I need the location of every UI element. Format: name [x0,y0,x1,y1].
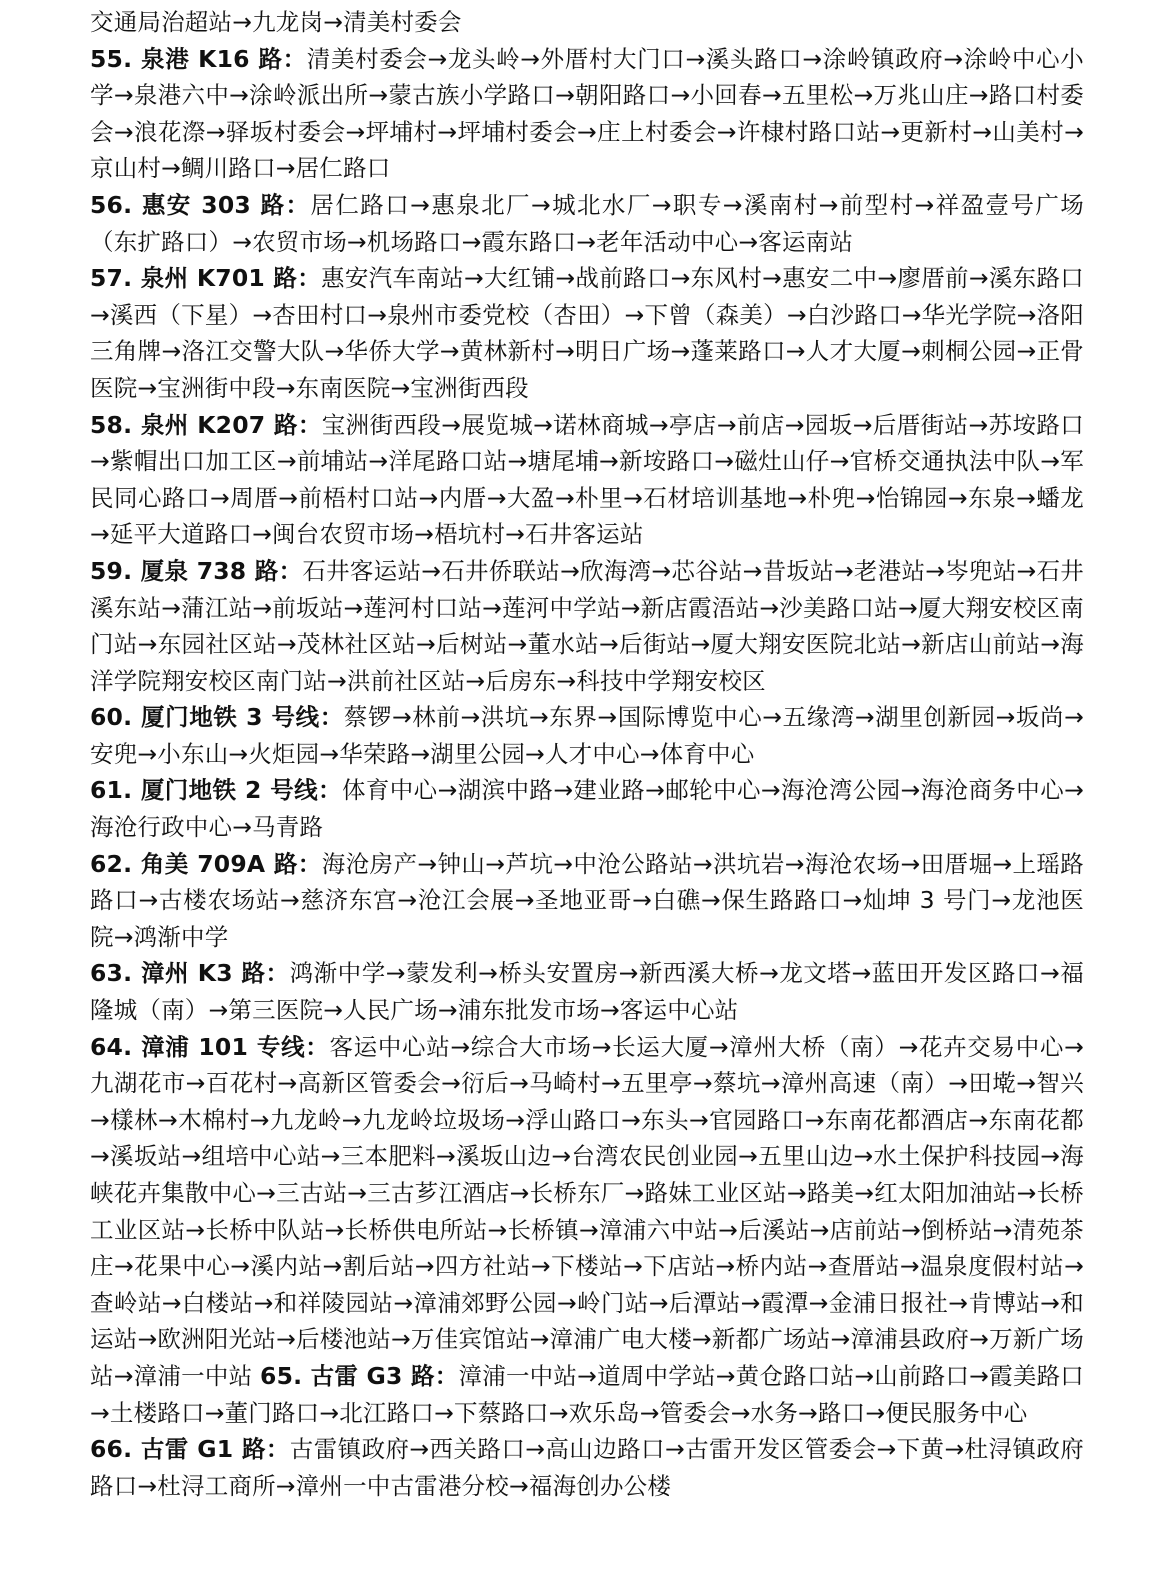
route-entry-58 [90,407,1084,553]
route-heading: 58. 泉州 K207 路： [90,410,322,439]
route-entry-61 [90,772,1084,845]
route-entry-56 [90,187,1084,260]
route-stops: 宝洲街西段→展览城→诺林商城→亭店→前店→园坂→后厝街站→苏垵路口→紫帽出口加工区→前埔站→洋尾路口站→塘尾埔→新垵路口→磁灶山仔→官桥交通执法中队→军民同心路口→周厝→前梧村口站→内厝→大盈→朴里→石材培训基地→朴兜→怡锦园→东泉→蟠龙→延平大道路口→闽台农贸市场→梧坑村→石井客运站 [90,410,1084,549]
route-heading: 56. 惠安 303 路： [90,190,311,219]
route-stops: 石井客运站→石井侨联站→欣海湾→芯谷站→昔坂站→老港站→岑兜站→石井溪东站→蒲江站→前坂站→莲河村口站→莲河中学站→新店霞浯站→沙美路口站→厦大翔安校区南门站→东园社区站→茂林社区站→后树站→董水站→后街站→厦大翔安医院北站→新店山前站→海洋学院翔安校区南门站→洪前社区站→后房东→科技中学翔安校区 [90,556,1084,695]
route-stops: 清美村委会→龙头岭→外厝村大门口→溪头路口→涂岭镇政府→涂岭中心小学→泉港六中→涂岭派出所→蒙古族小学路口→朝阳路口→小回春→五里松→万兆山庄→路口村委会→浪花漈→驿坂村委会→坪埔村→坪埔村委会→庄上村委会→许棣村路口站→更新村→山美村→京山村→鲷川路口→居仁路口 [90,44,1085,183]
route-stops: 居仁路口→惠泉北厂→城北水厂→职专→溪南村→前型村→祥盈壹号广场（东扩路口）→农贸市场→机场路口→霞东路口→老年活动中心→客运南站 [90,190,1084,256]
route-stops: 古雷镇政府→西关路口→高山边路口→古雷开发区管委会→下黄→杜浔镇政府路口→杜浔工商所→漳州一中古雷港分校→福海创办公楼 [90,1435,1084,1500]
route-entry-64-65 [90,1029,1084,1432]
route-heading: 59. 厦泉 738 路： [90,556,303,585]
route-entry-62 [90,846,1084,956]
route-entry-59 [90,553,1084,699]
route-stops: 鸿渐中学→蒙发利→桥头安置房→新西溪大桥→龙文塔→蓝田开发区路口→福隆城（南）→第三医院→人民广场→浦东批发市场→客运中心站 [90,959,1084,1025]
route-heading: 57. 泉州 K701 路： [90,264,322,293]
route-entry-continuation [90,4,1084,41]
route-stops: 漳浦一中站→道周中学站→黄仓路口站→山前路口→霞美路口→土楼路口→董门路口→北江路口→下蔡路口→欢乐岛→管委会→水务→路口→便民服务中心 [90,1361,1084,1427]
route-heading: 66. 古雷 G1 路： [90,1435,290,1464]
route-entry-66 [90,1431,1084,1504]
route-heading: 60. 厦门地铁 3 号线： [90,703,344,732]
route-stops: 蔡锣→林前→洪坑→东界→国际博览中心→五缘湾→湖里创新园→坂尚→安兜→小东山→火炬园→华荣路→湖里公园→人才中心→体育中心 [90,703,1084,768]
route-stops: 海沧房产→钟山→芦坑→中沧公路站→洪坑岩→海沧农场→田厝堀→上瑶路路口→古楼农场站→慈济东宫→沧江会展→圣地亚哥→白礁→保生路路口→灿坤 3 号门→龙池医院→鸿渐中学 [90,849,1084,951]
route-stops: 交通局治超站→九龙岗→清美村委会 [90,8,462,36]
route-heading: 62. 角美 709A 路： [90,849,322,878]
route-heading: 61. 厦门地铁 2 号线： [90,776,342,805]
route-entry-57 [90,260,1084,406]
route-entry-60 [90,699,1084,772]
route-entry-63 [90,955,1084,1028]
route-stops: 体育中心→湖滨中路→建业路→邮轮中心→海沧湾公园→海沧商务中心→海沧行政中心→马青路 [90,776,1085,842]
route-heading: 65. 古雷 G3 路： [260,1361,459,1390]
route-stops: 客运中心站→综合大市场→长运大厦→漳州大桥（南）→花卉交易中心→九湖花市→百花村→高新区管委会→衍后→马崎村→五里亭→蔡坑→漳州高速（南）→田墘→智兴→樣林→木棉村→九龙岭→九龙岭垃圾场→浮山路口→东头→官园路口→东南花都酒店→东南花都→溪坂站→组培中心站→三本肥料→溪坂山边→台湾农民创业园→五里山边→水土保护科技园→海峡花卉集散中心→三古站→三古芗江酒店→长桥东厂→路妹工业区站→路美→红太阳加油站→长桥工业区站→长桥中队站→长桥供电所站→长桥镇→漳浦六中站→后溪站→店前站→倒桥站→清苑茶庄→花果中心→溪内站→割后站→四方社站→下楼站→下店站→桥内站→查厝站→温泉度假村站→查岭站→白楼站→和祥陵园站→漳浦郊野公园→岭门站→后潭站→霞潭→金浦日报社→肯博站→和运站→欧洲阳光站→后楼池站→万佳宾馆站→漳浦广电大楼→新都广场站→漳浦县政府→万新广场站→漳浦一中站 [90,1032,1084,1390]
route-heading: 55. 泉港 K16 路： [90,44,307,73]
route-heading: 64. 漳浦 101 专线： [90,1032,330,1061]
route-stops: 惠安汽车南站→大红铺→战前路口→东风村→惠安二中→廖厝前→溪东路口→溪西（下星）→杏田村口→泉州市委党校（杏田）→下曾（森美）→白沙路口→华光学院→洛阳三角牌→洛江交警大队→华侨大学→黄林新村→明日广场→蓬莱路口→人才大厦→刺桐公园→正骨医院→宝洲街中段→东南医院→宝洲街西段 [90,264,1084,402]
route-entry-55 [90,41,1084,187]
route-heading: 63. 漳州 K3 路： [90,959,290,988]
